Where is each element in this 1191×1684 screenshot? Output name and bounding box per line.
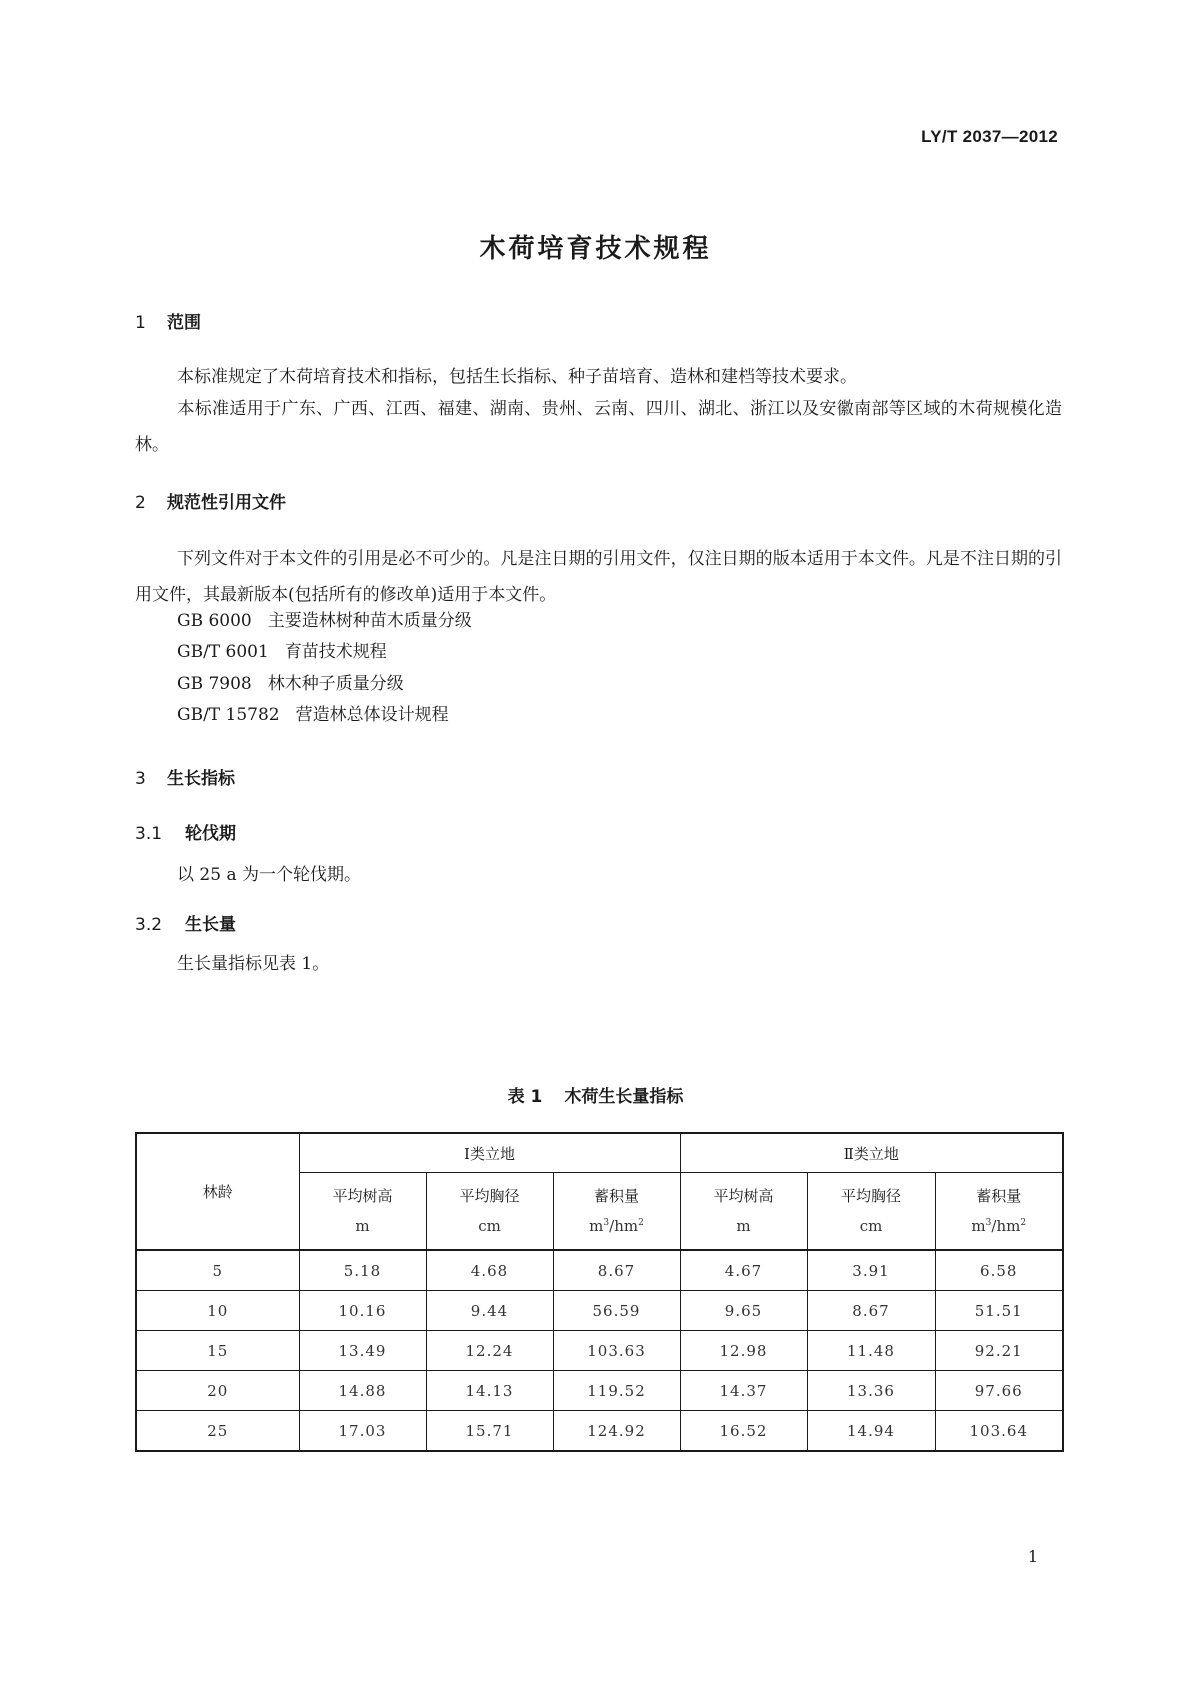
section-title: 轮伐期 [185, 824, 236, 844]
section-number: 2 [135, 493, 146, 513]
table-cell: 17.03 [299, 1411, 426, 1452]
paragraph [135, 391, 1062, 463]
table-cell: 56.59 [553, 1291, 680, 1331]
reference-code: GB/T 6001 [177, 642, 269, 662]
section-number: 3 [135, 769, 146, 789]
table-cell: 14.88 [299, 1371, 426, 1411]
page-number: 1 [1027, 1547, 1038, 1566]
table-row [136, 1411, 1063, 1452]
table-cell: 16.52 [680, 1411, 807, 1452]
table-cell: 8.67 [553, 1250, 680, 1291]
table-cell: 13.36 [807, 1371, 935, 1411]
reference-item [177, 640, 387, 664]
table-cell: 3.91 [807, 1250, 935, 1291]
header-label: 蓄积量 [593, 1187, 639, 1205]
paragraph [135, 359, 1062, 395]
table-cell: 124.92 [553, 1411, 680, 1452]
table-caption [0, 1082, 1191, 1107]
paragraph-text: 以 25 a 为一个轮伐期。 [177, 865, 361, 885]
table-title: 木荷生长量指标 [564, 1087, 684, 1107]
table-row [136, 1371, 1063, 1411]
header-unit: $m^3/hm^2$ [589, 1217, 644, 1235]
paragraph-text: 本标准规定了木荷培育技术和指标，包括生长指标、种子苗培育、造林和建档等技术要求。 [177, 367, 857, 387]
table-cell: 14.37 [680, 1371, 807, 1411]
header-unit: m [736, 1217, 751, 1235]
table-cell: 14.94 [807, 1411, 935, 1452]
paragraph [135, 946, 1062, 982]
table-cell: 15.71 [426, 1411, 553, 1452]
table-cell: 14.13 [426, 1371, 553, 1411]
table-cell: 5.18 [299, 1250, 426, 1291]
reference-item [177, 609, 472, 633]
reference-title: 主要造林树种苗木质量分级 [267, 611, 472, 631]
paragraph-text: 本标准适用于广东、广西、江西、福建、湖南、贵州、云南、四川、湖北、浙江以及安徽南部等区域的木荷规模化造林。 [135, 399, 1062, 455]
standard-code: LY/T 2037—2012 [921, 127, 1058, 146]
table-row [136, 1291, 1063, 1331]
section-number: 3.1 [135, 824, 163, 844]
section-title: 规范性引用文件 [167, 493, 286, 513]
reference-title: 林木种子质量分级 [267, 674, 404, 694]
table-cell: 6.58 [935, 1250, 1063, 1291]
header-site-class-2: Ⅱ类立地 [680, 1133, 1063, 1173]
header-mean-dbh [807, 1173, 935, 1251]
header-label: 平均胸径 [459, 1187, 520, 1205]
paragraph [135, 541, 1062, 613]
cell-age: 25 [136, 1411, 299, 1452]
table-cell: 9.65 [680, 1291, 807, 1331]
table-cell: 12.98 [680, 1331, 807, 1371]
reference-code: GB 6000 [177, 611, 252, 631]
table-cell: 11.48 [807, 1331, 935, 1371]
header-volume [553, 1173, 680, 1251]
cell-age: 10 [136, 1291, 299, 1331]
section-title: 生长量 [185, 915, 236, 935]
table-row [136, 1250, 1063, 1291]
section-2-heading [135, 488, 286, 513]
cell-age: 5 [136, 1250, 299, 1291]
header-label: 平均树高 [713, 1187, 774, 1205]
header-site-class-1: Ⅰ类立地 [299, 1133, 680, 1173]
section-3-2-heading [135, 910, 236, 935]
header-label: 平均胸径 [840, 1187, 901, 1205]
header-mean-height [680, 1173, 807, 1251]
table-cell: 103.64 [935, 1411, 1063, 1452]
reference-title: 育苗技术规程 [284, 642, 387, 662]
reference-title: 营造林总体设计规程 [295, 705, 449, 725]
section-3-1-heading [135, 819, 236, 844]
header-label: 蓄积量 [976, 1187, 1022, 1205]
header-unit: cm [859, 1217, 883, 1235]
header-unit: $m^3/hm^2$ [971, 1217, 1027, 1235]
reference-item [177, 703, 449, 727]
section-title: 生长指标 [167, 769, 235, 789]
paragraph-text: 生长量指标见表 1。 [177, 954, 330, 974]
section-3-heading [135, 764, 235, 789]
reference-code: GB 7908 [177, 674, 252, 694]
section-number: 1 [135, 313, 146, 333]
header-label: 平均树高 [332, 1187, 393, 1205]
paragraph [135, 857, 1062, 893]
paragraph-text: 下列文件对于本文件的引用是必不可少的。凡是注日期的引用文件，仅注日期的版本适用于本文件。凡是不注日期的引用文件，其最新版本(包括所有的修改单)适用于本文件。 [135, 549, 1062, 605]
section-1-heading [135, 308, 201, 333]
header-mean-height [299, 1173, 426, 1251]
table-cell: 4.68 [426, 1250, 553, 1291]
table-cell: 12.24 [426, 1331, 553, 1371]
table-cell: 8.67 [807, 1291, 935, 1331]
reference-item [177, 672, 404, 696]
cell-age: 15 [136, 1331, 299, 1371]
table-row [136, 1331, 1063, 1371]
header-volume [935, 1173, 1063, 1251]
header-unit: cm [478, 1217, 501, 1235]
document-title: 木荷培育技术规程 [479, 234, 712, 264]
cell-age: 20 [136, 1371, 299, 1411]
reference-code: GB/T 15782 [177, 705, 280, 725]
table-cell: 13.49 [299, 1331, 426, 1371]
header-age: 林龄 [136, 1133, 299, 1250]
table-cell: 103.63 [553, 1331, 680, 1371]
table-number: 表 1 [507, 1087, 543, 1107]
growth-table [135, 1132, 1064, 1452]
table-cell: 119.52 [553, 1371, 680, 1411]
table-cell: 4.67 [680, 1250, 807, 1291]
header-mean-dbh [426, 1173, 553, 1251]
section-title: 范围 [167, 313, 201, 333]
section-number: 3.2 [135, 915, 163, 935]
table-cell: 92.21 [935, 1331, 1063, 1371]
table-cell: 51.51 [935, 1291, 1063, 1331]
table-cell: 97.66 [935, 1371, 1063, 1411]
table-cell: 9.44 [426, 1291, 553, 1331]
table-cell: 10.16 [299, 1291, 426, 1331]
header-unit: m [355, 1217, 370, 1235]
